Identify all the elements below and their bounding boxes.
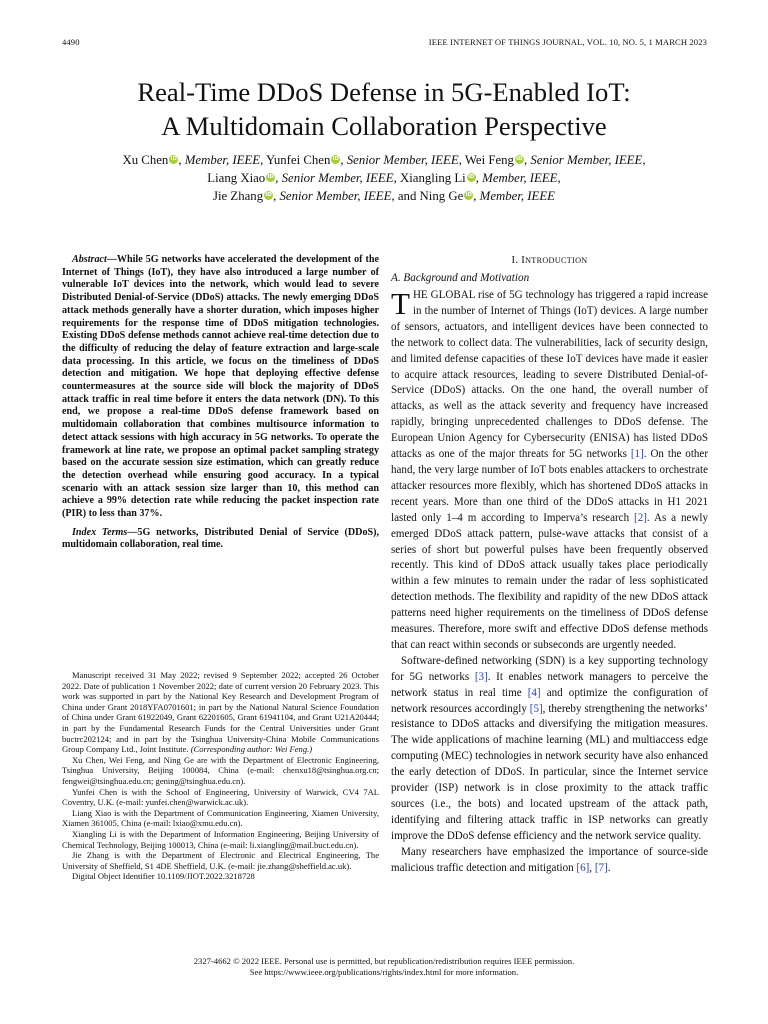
footnotes bbox=[62, 670, 379, 882]
paragraph-text: Software-defined networking (SDN) is a key supporting technology for 5G networks bbox=[391, 654, 708, 683]
orcid-icon[interactable]: iD bbox=[465, 192, 472, 198]
subsection-heading: A. Background and Motivation bbox=[391, 272, 530, 284]
rights-url-line: See https://www.ieee.org/publications/rights/index.html for more information. bbox=[249, 967, 519, 977]
paragraph-text: HE GLOBAL rise of 5G technology has triggered a rapid increase in the number of Internet of Things (IoT) devices. A large number of sensors, actuators, and intelligent devices have been connected to the network to collect data. The vulnerabilities, lack of security design, and limited defense capacities of these IoT devices have made it easier to acquire attack resources, leading to severe Distributed Denial-of-Service (DDoS) attacks. On the one hand, the overall number of attacks, as well as the attack severity and frequency have increased rapidly, bringing unprecedented challenges to DDoS defense. The European Union Agency for Cybersecurity (ENISA) has listed DDoS attacks as one of the major threats for 5G networks bbox=[391, 289, 708, 461]
author-membership: Senior Member, IEEE bbox=[530, 153, 643, 167]
author-name: Wei Feng bbox=[464, 153, 514, 167]
intro-paragraph-3 bbox=[391, 845, 708, 877]
funding-note bbox=[62, 670, 379, 755]
author-list bbox=[40, 151, 728, 205]
abstract bbox=[62, 254, 379, 521]
paragraph-text: , bbox=[589, 861, 595, 874]
author-name: Jie Zhang bbox=[212, 189, 264, 203]
author-name: Xu Chen bbox=[122, 153, 169, 167]
orcid-icon[interactable]: iD bbox=[267, 174, 274, 180]
paragraph-text: . It enables network managers to perceive the network status in real time bbox=[391, 670, 708, 699]
paragraph-text: , thereby strengthening the networks’ resistance to DDoS attacks and diversifying the mitigation measures. The wide applications of machine learning (ML) and multiaccess edge computing (MEC) technologies in network security have also enhanced the early detection of DDoS. In particular, since the Internet service provider (ISP) network is in close proximity to the attack traffic sources (i.e., the bots) and located upstream of the attack path, identifying and filtering attack traffic in ISP networks can greatly improve the DDoS defense efficiency and the network service quality. bbox=[391, 702, 708, 842]
copyright-notice bbox=[40, 956, 728, 978]
orcid-icon[interactable]: iD bbox=[265, 192, 272, 198]
author-name: Liang Xiao bbox=[207, 171, 266, 185]
index-terms-label: Index Terms bbox=[72, 526, 128, 538]
left-column bbox=[62, 254, 379, 552]
citation-link[interactable]: [7] bbox=[594, 861, 608, 874]
paragraph-text: . As a newly emerged DDoS attack pattern, pulse-wave attacks that consist of a series of short but powerful pulses have been frequently observed recently. This kind of DDoS attack usually takes place periodically within a few minutes to remain under the radar of less sophisticated detection methods. The flexibility and rapidity of the new DDoS attack patterns need higher requirements on the timeliness of DDoS defense measures. Therefore, more swift and effective DDoS defense methods that can react within seconds or subseconds are urgently needed. bbox=[391, 511, 708, 651]
affiliation-note: Yunfei Chen is with the School of Engineering, University of Warwick, CV4 7AL Coventry, U.K. (e-mail: yunfei.chen@warwick.ac.uk). bbox=[62, 786, 379, 808]
author-conjunction: and bbox=[397, 189, 417, 203]
title-line-2: A Multidomain Collaboration Perspective bbox=[161, 111, 607, 141]
citation-link[interactable]: [1] bbox=[630, 448, 644, 461]
page-number: 4490 bbox=[62, 37, 80, 47]
author-line-1: Xu Chen iD, Member, IEEE, Yunfei Chen iD, Senior Member, IEEE, Wei Feng iD, Senior Member, IEEE, bbox=[122, 153, 646, 167]
abstract-text: —While 5G networks have accelerated the development of the Internet of Things (IoT), they have also introduced a large number of vulnerable IoT devices into the network, which would lead to severe Distributed Denial-of-Service (DDoS) attacks. The newly emerging DDoS attack methods generally have a shorter duration, which imposes higher requirements for the response time of DDoS mitigation technologies. Existing DDoS defense methods cannot achieve real-time detection due to the difficulty of reducing the delay of feature extraction and large-scale data processing. In this article, we focus on the timeliness of DDoS detection and mitigation. We hope that deploying effective defense countermeasures at the source side will block the majority of DDoS attack traffic in real time before it enters the data network (DN). To this end, we propose a real-time DDoS defense framework based on multidomain collaboration that combines multisource information to detect attack sessions with high accuracy in 5G networks. To operate the framework at line rate, we propose an optimal packet sampling strategy based on the accurate session size estimation, which can greatly reduce the detection overhead while ensuring good accuracy. In a typical scenario with an attack session size larger than 10, this method can achieve a 99% detection rate while reducing the packet inspection rate (PIR) to less than 37%. bbox=[62, 254, 379, 520]
section-numeral: I. I bbox=[511, 255, 526, 266]
author-membership: Senior Member, IEEE bbox=[281, 171, 394, 185]
intro-paragraph-1 bbox=[391, 288, 708, 654]
index-terms-text: —5G networks, Distributed Denial of Service (DDoS), multidomain collaboration, real time. bbox=[62, 526, 379, 551]
paragraph-text: Many researchers have emphasized the importance of source-side malicious traffic detection and mitigation bbox=[391, 845, 708, 874]
author-line-3: Jie Zhang iD, Senior Member, IEEE, and Ning Ge iD, Member, IEEE bbox=[212, 189, 556, 203]
copyright-line: 2327-4662 © 2022 IEEE. Personal use is permitted, but republication/redistribution requires IEEE permission. bbox=[193, 956, 575, 966]
doi-note: Digital Object Identifier 10.1109/JIOT.2022.3218728 bbox=[72, 871, 255, 882]
paper-title bbox=[40, 75, 728, 143]
corresponding-author: (Corresponding author: Wei Feng.) bbox=[190, 744, 313, 755]
orcid-icon[interactable]: iD bbox=[468, 174, 475, 180]
author-membership: Member, IEEE bbox=[479, 189, 556, 203]
paragraph-text: . On the other hand, the very large number of IoT bots enables attackers to orchestrate attacker resources more flexibly, which has shortened DDoS attacks in recent years. More than one third of the DDoS attacks in H1 2021 lasted only 1–4 m according to Imperva’s research bbox=[391, 448, 708, 524]
orcid-icon[interactable]: iD bbox=[332, 156, 340, 162]
affiliation-note: Liang Xiao is with the Department of Communication Engineering, Xiamen University, Xiamen 361005, China (e-mail: lxiao@xmu.edu.cn). bbox=[62, 807, 379, 829]
running-header bbox=[62, 37, 707, 49]
affiliation-note: Xu Chen, Wei Feng, and Ning Ge are with the Department of Electronic Engineering, Tsinghua University, Beijing 100084, China (e-mail: chenxu18@tsinghua.org.cn; fengwei@tsinghua.edu.cn; gening@tsinghua.edu.cn). bbox=[62, 754, 379, 786]
orcid-icon[interactable]: iD bbox=[516, 156, 523, 162]
funding-text: Manuscript received 31 May 2022; revised 9 September 2022; accepted 26 October 2022. Date of publication 1 November 2022; date of current version 20 February 2023. This work was supported in part by the National Key Research and Development Program of China under Grant 2018YFA0701601; in part by the National Natural Science Foundation of China under Grant 61922049, Grant 62201605, Grant 61941104, and Grant U21A20444; in part by the Fundamental Research Funds for the Central Universities under Grant buctrc202124; and in part by the Tsinghua University-China Mobile Communications Group Company Ltd., Joint Institute. bbox=[62, 670, 379, 755]
citation-link[interactable]: [5] bbox=[529, 702, 543, 715]
paragraph-text: and optimize the configuration of network resources accordingly bbox=[391, 686, 708, 715]
author-name: Yunfei Chen bbox=[266, 153, 331, 167]
drop-cap: T bbox=[391, 286, 410, 321]
citation-link[interactable]: [6] bbox=[576, 861, 590, 874]
author-membership: Senior Member, IEEE bbox=[346, 153, 459, 167]
citation-link[interactable]: [2] bbox=[634, 511, 647, 524]
affiliation-note: Xiangling Li is with the Department of Information Engineering, Beijing University of Chemical Technology, Beijing 100013, China (e-mail: li.xiangling@mail.buct.edu.cn). bbox=[62, 828, 379, 850]
citation-link[interactable]: [3] bbox=[474, 670, 488, 683]
author-line-2: Liang Xiao iD, Senior Member, IEEE, Xiangling Li iD, Member, IEEE, bbox=[207, 171, 561, 185]
author-membership: Member, IEEE bbox=[184, 153, 261, 167]
author-name: Xiangling Li bbox=[399, 171, 466, 185]
abstract-label: Abstract bbox=[72, 254, 107, 265]
author-name: Ning Ge bbox=[419, 189, 464, 203]
intro-paragraph-2 bbox=[391, 654, 708, 845]
citation-link[interactable]: [4] bbox=[527, 686, 541, 699]
journal-citation: IEEE INTERNET OF THINGS JOURNAL, VOL. 10, NO. 5, 1 MARCH 2023 bbox=[428, 37, 707, 47]
affiliation-note: Jie Zhang is with the Department of Electronic and Electrical Engineering, The University of Sheffield, S1 4DE Sheffield, U.K. (e-mail: jie.zhang@sheffield.ac.uk). bbox=[62, 850, 379, 871]
orcid-icon[interactable]: iD bbox=[170, 156, 178, 162]
index-terms bbox=[62, 527, 379, 552]
title-line-1: Real-Time DDoS Defense in 5G-Enabled IoT: bbox=[137, 77, 631, 107]
section-name: NTRODUCTION bbox=[525, 256, 588, 265]
paragraph-text: . bbox=[607, 861, 611, 874]
section-heading bbox=[391, 254, 708, 268]
author-membership: Senior Member, IEEE bbox=[279, 189, 392, 203]
right-column bbox=[391, 254, 708, 877]
author-membership: Member, IEEE bbox=[482, 171, 558, 185]
